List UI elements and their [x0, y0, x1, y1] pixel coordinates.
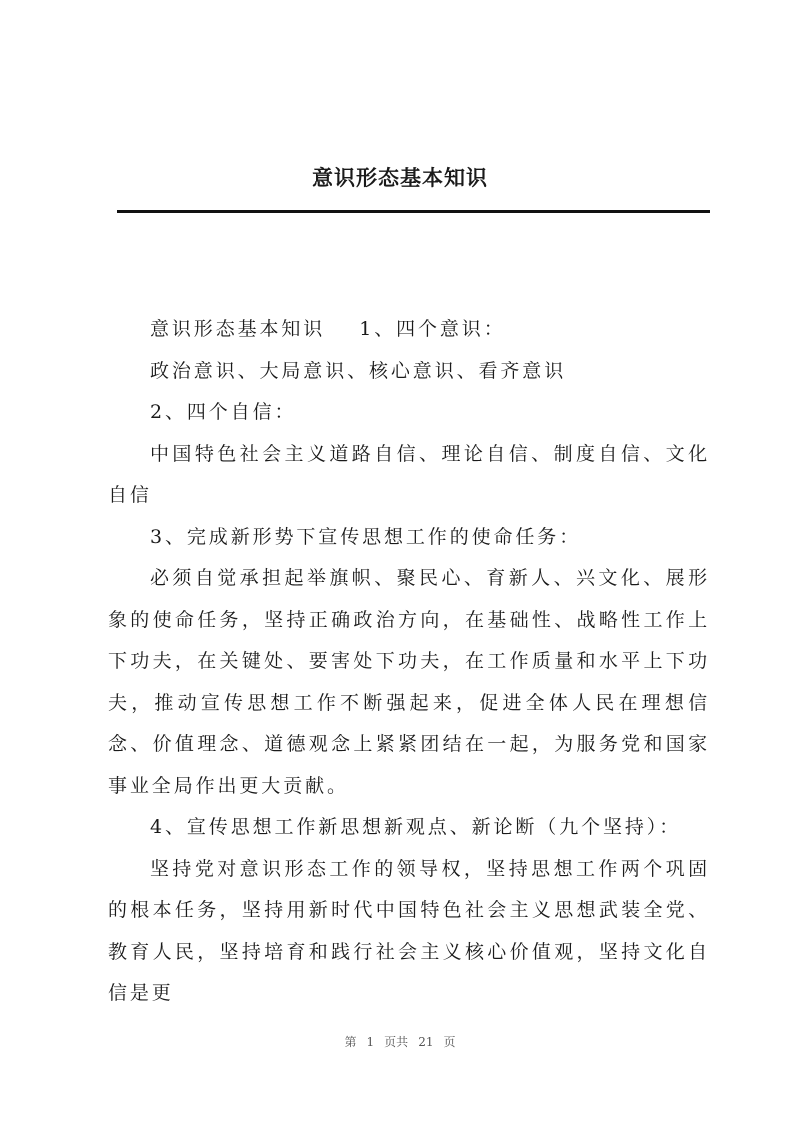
- paragraph-four-confidence: 中国特色社会主义道路自信、理论自信、制度自信、文化自信: [108, 442, 710, 506]
- document-body: [108, 309, 710, 1015]
- paragraph-intro: [108, 309, 710, 351]
- footer-middle: 页共: [384, 1035, 409, 1049]
- intro-heading: 意识形态基本知识: [150, 318, 326, 340]
- paragraph-mission-tasks: 必须自觉承担起举旗帜、聚民心、育新人、兴文化、展形象的使命任务，坚持正确政治方向，在基础性、战略性工作上下功夫，在关键处、要害处下功夫，在工作质量和水平上下功夫，推动宣传思想工作不断强起来，促进全体人民在理想信念、价值理念、道德观念上紧紧团结在一起，为服务党和国家事业全局作出更大贡献。: [108, 567, 710, 797]
- paragraph-nine-persistences: 坚持党对意识形态工作的领导权，坚持思想工作两个巩固的根本任务，坚持用新时代中国特色社会主义思想武装全党、教育人民，坚持培育和践行社会主义核心价值观，坚持文化自信是更: [108, 857, 710, 1004]
- title-underline: [117, 210, 710, 213]
- document-title: 意识形态基本知识: [312, 165, 488, 190]
- footer-total-pages: 21: [418, 1035, 434, 1049]
- section-heading-1: 1、四个意识：: [359, 318, 506, 340]
- section-heading-2: 2、四个自信：: [150, 401, 297, 423]
- footer-page-number: 1: [366, 1035, 375, 1049]
- footer-suffix: 页: [443, 1035, 456, 1049]
- page-footer: [0, 1033, 800, 1050]
- footer-prefix: 第: [344, 1035, 357, 1049]
- section-heading-4: 4、宣传思想工作新思想新观点、新论断（九个坚持）：: [150, 816, 682, 838]
- paragraph-four-awareness: 政治意识、大局意识、核心意识、看齐意识: [150, 359, 567, 382]
- section-heading-3: 3、完成新形势下宣传思想工作的使命任务：: [150, 525, 582, 548]
